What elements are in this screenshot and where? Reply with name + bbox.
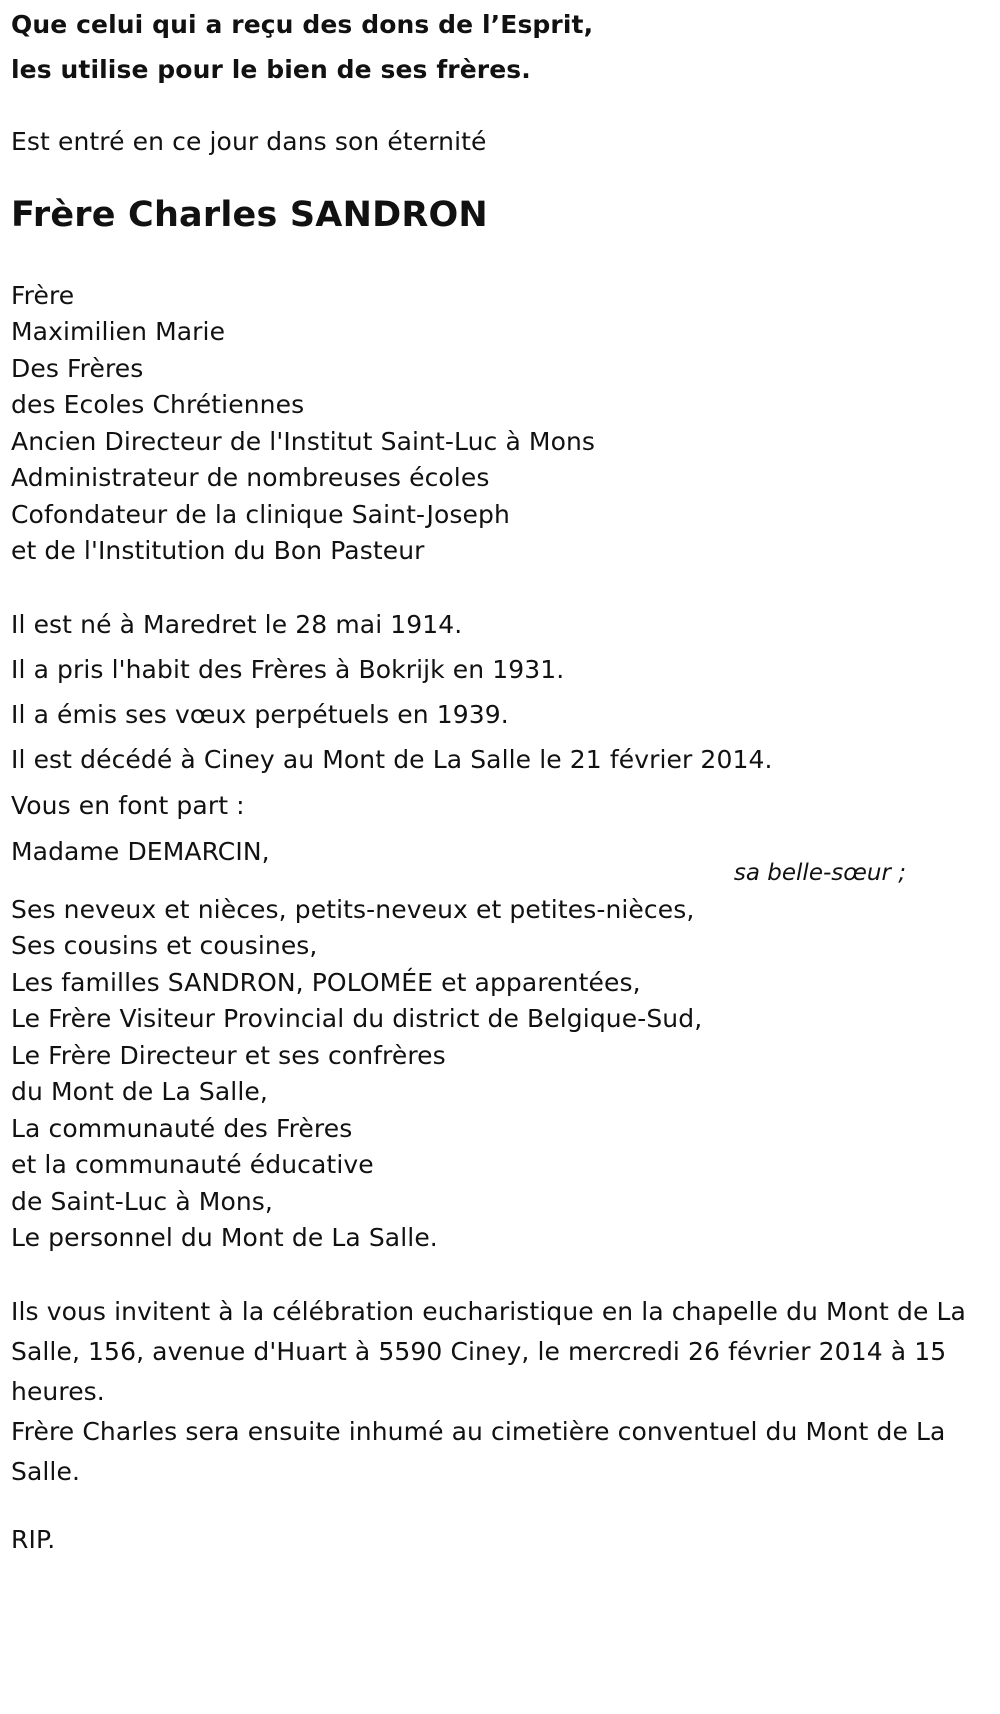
family-line: Ses cousins et cousines, (11, 931, 318, 960)
fact-line: Vous en font part : (11, 791, 245, 820)
family-line: de Saint-Luc à Mons, (11, 1187, 273, 1216)
title-line: des Ecoles Chrétiennes (11, 390, 305, 419)
family-line: Le personnel du Mont de La Salle. (11, 1223, 438, 1252)
family-first-name: Madame DEMARCIN, (11, 837, 270, 866)
family-line: Ses neveux et nièces, petits-neveux et petites-nièces, (11, 895, 695, 924)
family-line: Le Frère Directeur et ses confrères (11, 1041, 446, 1070)
announcement: Est entré en ce jour dans son éternité (11, 127, 487, 156)
title-line: Ancien Directeur de l'Institut Saint-Luc à Mons (11, 427, 596, 456)
closing: RIP. (11, 1525, 56, 1554)
family-line: du Mont de La Salle, (11, 1077, 268, 1106)
title-line: et de l'Institution du Bon Pasteur (11, 536, 425, 565)
family-line: et la communauté éducative (11, 1150, 374, 1179)
burial-paragraph: Frère Charles sera ensuite inhumé au cimetière conventuel du Mont de La Salle. (11, 1417, 946, 1486)
title-line: Maximilien Marie (11, 317, 226, 346)
family-line: Les familles SANDRON, POLOMÉE et apparentées, (11, 968, 641, 997)
intro-line-2: les utilise pour le bien de ses frères. (11, 55, 531, 84)
family-line: La communauté des Frères (11, 1114, 353, 1143)
fact-line: Il est né à Maredret le 28 mai 1914. (11, 610, 463, 639)
fact-line: Il a pris l'habit des Frères à Bokrijk en 1931. (11, 655, 565, 684)
title-line: Frère (11, 281, 75, 310)
title-line: Des Frères (11, 354, 144, 383)
fact-line: Il a émis ses vœux perpétuels en 1939. (11, 700, 509, 729)
invitation-paragraph: Ils vous invitent à la célébration eucharistique en la chapelle du Mont de La Salle, 156, avenue d'Huart à 5590 Ciney, le mercredi 26 février 2014 à 15 heures. (11, 1297, 966, 1406)
deceased-name: Frère Charles SANDRON (11, 195, 488, 235)
fact-line: Il est décédé à Ciney au Mont de La Salle le 21 février 2014. (11, 745, 773, 774)
family-first-relation: sa belle-sœur ; (733, 860, 906, 886)
intro-line-1: Que celui qui a reçu des dons de l’Esprit, (11, 10, 594, 39)
title-line: Cofondateur de la clinique Saint-Joseph (11, 500, 510, 529)
title-line: Administrateur de nombreuses écoles (11, 463, 490, 492)
family-line: Le Frère Visiteur Provincial du district de Belgique-Sud, (11, 1004, 703, 1033)
